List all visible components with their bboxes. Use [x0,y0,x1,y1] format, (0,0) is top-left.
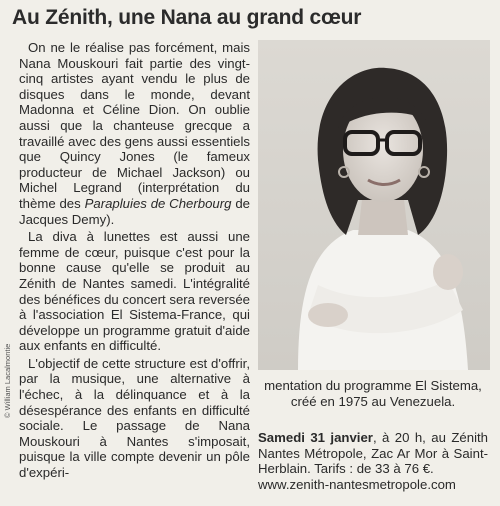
article-body-right-column [258,378,488,409]
film-title: Parapluies de Cherbourg [84,195,232,211]
paragraph-2: La diva à lunettes est aussi une femme de cœur, puisque c'est pour la bonne cause qu'elle se produit au Zénith de Nantes samedi. L'intégralité des bénéfices du concert sera reversée à l'association El Sistema-France, qui développe un programme gratuit d'aide aux enfants en difficulté. [19,229,250,354]
continuation-text: mentation du programme El Sistema, créé en 1975 au Venezuela. [264,378,482,409]
event-website: www.zenith-nantesmetropole.com [258,476,456,492]
article-body-left-column [19,40,250,481]
event-venue-price: , à 20 h, au Zénith Nantes Métropole, Zac Ar Mor à Saint-Herblain. Tarifs : de 33 à 76 €. [258,430,488,477]
paragraph-3: L'objectif de cette structure est d'offrir, par la musique, une alternative à l'échec, à la délinquance et à la désespérance des enfants en difficulté sociale. Le passage de Nana Mouskouri à Nantes s'imposait, puisque la ville compte devenir un pôle d'expéri- [19,355,250,481]
article-title: Au Zénith, une Nana au grand cœur [12,6,362,29]
portrait-photo [258,40,490,370]
event-details [258,430,488,477]
paragraph-1 [19,40,250,227]
photo-credit: © William Lacalmontie [3,343,12,418]
paragraph-1-end: de Jacques Demy). [19,195,250,227]
paragraph-1-text: On ne le réalise pas forcément, mais Nana Mouskouri fait partie des vingt-cinq artistes ayant vendu le plus de disques dans le monde, devant Madonna et Céline Dion. On oublie aussi que la chanteuse grecque a travaillé avec des gens aussi essentiels que Quincy Jones (le fameux producteur de Michael Jackson) ou Michel Legrand (interprétation du thème des [19,40,250,211]
event-date: Samedi 31 janvier [258,430,373,445]
event-info [258,430,488,492]
